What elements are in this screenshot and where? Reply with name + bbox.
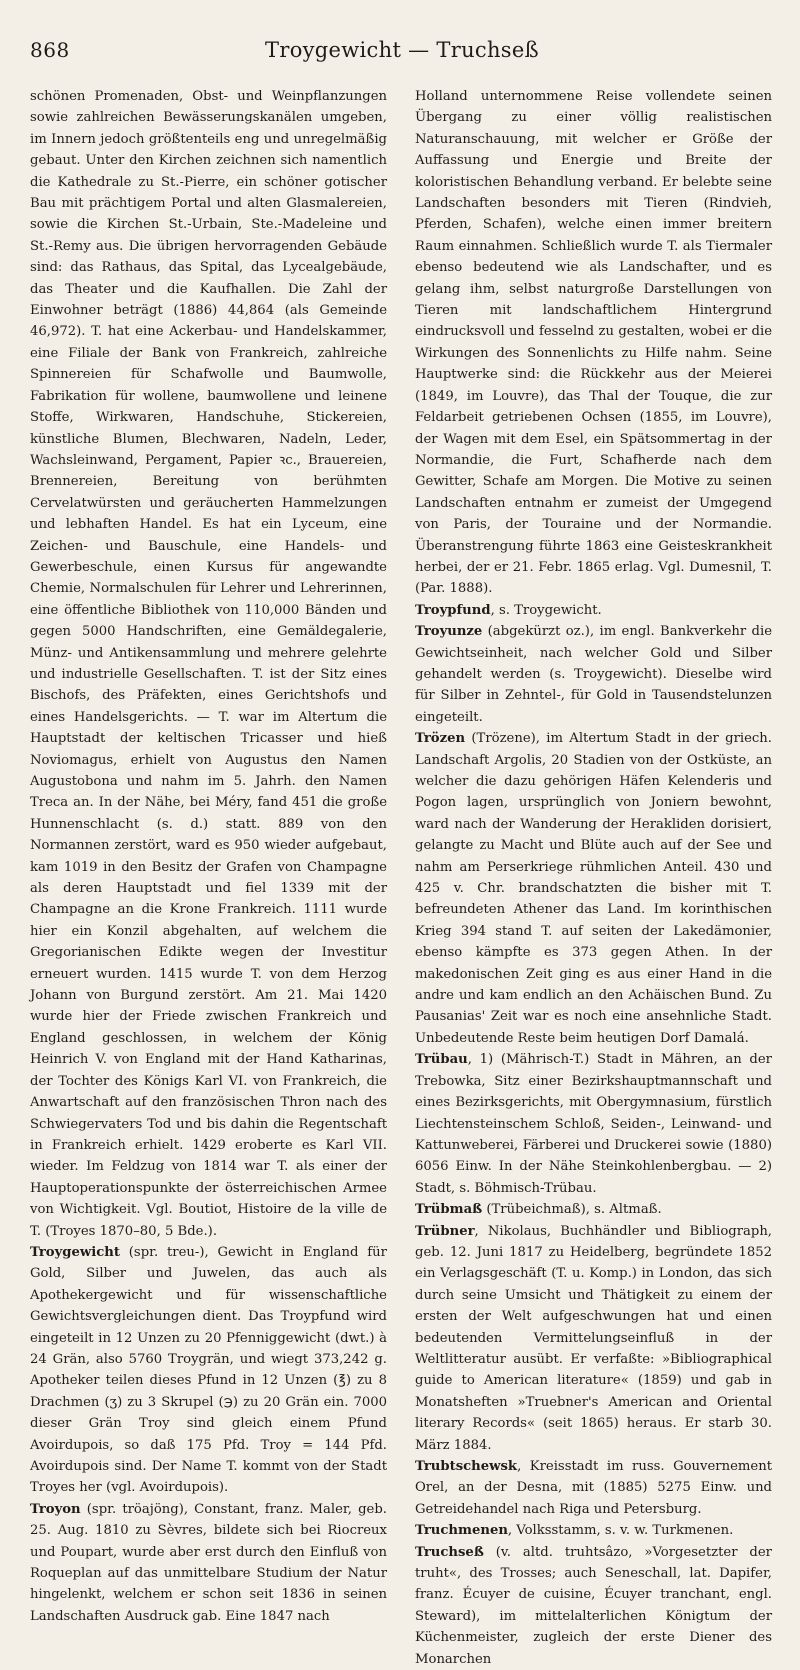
headword: Troypfund [415,602,491,618]
entry-truebner [415,1221,772,1456]
entry-text: (spr. treu-), Gewicht in England für Gold, Silber und Juwelen, das auch als Apothekergewicht und für wissenschaftliche Gewichtsvergleichungen dient. Das Troypfund wird eingeteilt in 12 Unzen zu 20 Pfenniggewicht (dwt.) à 24 Grän, also 5760 Troygrän, und wiegt 373,242 g. Apotheker teilen dieses Pfund in 12 Unzen (℥) zu 8 Drachmen (ʒ) zu 3 Skrupel (℈) zu 20 Grän ein. 7000 dieser Grän Troy sind gleich einem Pfund Avoirdupois, so daß 175 Pfd. Troy = 144 Pfd. Avoirdupois sind. Der Name T. kommt von der Stadt Troyes her (vgl. Avoirdupois). [30,1244,387,1496]
entry-text: (spr. tröajöng), Constant, franz. Maler, geb. 25. Aug. 1810 zu Sèvres, bildete sich bei Riocreux und Poupart, wurde aber erst durch den Einfluß von Roqueplan auf das unmittelbare Studium der Natur hingelenkt, welchem er schon seit 1836 in seinen Landschaften Ausdruck gab. Eine 1847 nach [30,1501,387,1624]
entry-troygewicht [30,1242,387,1499]
headword: Truchmenen [415,1523,508,1539]
entry-text: , 1) (Mährisch-T.) Stadt in Mähren, an der Trebowka, Sitz einer Bezirkshauptmannschaft und eines Bezirksgerichts, mit Obergymnasium, fürstlich Liechtensteinschem Schloß, Seiden-, Leinwand- und Kattunweberei, Färberei und Druckerei sowie (1880) 6056 Einw. In der Nähe Steinkohlenbergbau. — 2) Stadt, s. Böhmisch-Trübau. [415,1052,772,1196]
headword: Trübau [415,1052,468,1068]
entry-continuation: schönen Promenaden, Obst- und Weinpflanzungen sowie zahlreichen Bewässerungskanälen umgeben, im Innern jedoch größtenteils eng und unregelmäßig gebaut. Unter den Kirchen zeichnen sich namentlich die Kathedrale zu St.-Pierre, ein schöner gotischer Bau mit prächtigem Portal und alten Glasmalereien, sowie die Kirchen St.-Urbain, Ste.-Madeleine und St.-Remy aus. Die übrigen hervorragenden Gebäude sind: das Rathaus, das Spital, das Lycealgebäude, das Theater und die Kaufhallen. Die Zahl der Einwohner beträgt (1886) 44,864 (als Gemeinde 46,972). T. hat eine Ackerbau- und Handelskammer, eine Filiale der Bank von Frankreich, zahlreiche Spinnereien für Schafwolle und Baumwolle, Fabrikation für wollene, baumwollene und leinene Stoffe, Wirkwaren, Handschuhe, Stickereien, künstliche Blumen, Blechwaren, Nadeln, Leder, Wachsleinwand, Pergament, Papier ꝛc., Brauereien, Brennereien, Bereitung von berühmten Cervelatwürsten und geräucherten Hammelzungen und lebhaften Handel. Es hat ein Lyceum, eine Zeichen- und Bauschule, eine Handels- und Gewerbeschule, einen Kursus für angewandte Chemie, Normalschulen für Lehrer und Lehrerinnen, eine öffentliche Bibliothek von 110,000 Bänden und gegen 5000 Handschriften, eine Gemäldegalerie, Münz- und Antikensammlung und mehrere gelehrte und industrielle Gesellschaften. T. ist der Sitz eines Bischofs, des Präfekten, eines Gerichtshofs und eines Handelsgerichts. — T. war im Altertum die Hauptstadt der keltischen Tricasser und hieß Noviomagus, erhielt von Augustus den Namen Augustobona und nahm im 5. Jahrh. den Namen Treca an. In der Nähe, bei Méry, fand 451 die große Hunnenschlacht (s. d.) statt. 889 von den Normannen zerstört, ward es 950 wieder aufgebaut, kam 1019 in den Besitz der Grafen von Champagne als deren Hauptstadt und fiel 1339 mit der Champagne an die Krone Frankreich. 1111 wurde hier ein Konzil abgehalten, auf welchem die Gregorianischen Edikte wegen der Investitur erneuert wurden. 1415 wurde T. von dem Herzog Johann von Burgund zerstört. Am 21. Mai 1420 wurde hier der Friede zwischen Frankreich und England geschlossen, in welchem der König Heinrich V. von England mit der Hand Katharinas, der Tochter des Königs Karl VI. von Frankreich, die Anwartschaft auf den französischen Thron nach des Schwiegervaters Tod und bis dahin die Regentschaft in Frankreich erhielt. 1429 eroberte es Karl VII. wieder. Im Feldzug von 1814 war T. als einer der Hauptoperationspunkte der österreichischen Armee von Wichtigkeit. Vgl. Boutiot, Histoire de la ville de T. (Troyes 1870–80, 5 Bde.). [30,89,387,1239]
entry-text: , Volksstamm, s. v. w. Turkmenen. [507,1523,734,1539]
headword: Trubtschewsk [415,1459,518,1474]
entry-truebmass [415,1199,772,1220]
headword: Troyon [30,1501,81,1517]
page-header [30,38,774,76]
entry-truebau [415,1049,772,1199]
entry-text: , Nikolaus, Buchhändler und Bibliograph, geb. 12. Juni 1817 zu Heidelberg, begründete 1852 ein Verlagsgeschäft (T. u. Komp.) in London, das sich durch seine Umsicht und Thätigkeit zu einem der ersten der Welt aufgeschwungen hat und einen bedeutenden Vermittelungseinfluß in der Weltlitteratur ausübt. Er verfaßte: »Bibliographical guide to American literature« (1859) und gab in Monatsheften »Truebner's American and Oriental literary Records« (seit 1865) heraus. Er starb 30. März 1884. [415,1223,772,1453]
entry-text: (Trözene), im Altertum Stadt in der griech. Landschaft Argolis, 20 Stadien von der Ostküste, an welcher die dazu gehörigen Häfen Kelenderis und Pogon lagen, ursprünglich von Joniern bewohnt, ward nach der Wanderung der Herakliden dorisiert, gelangte zu Macht und Blüte auch auf der See und nahm am Perserkriege rühmlichen Anteil. 430 und 425 v. Chr. brandschatzten die bisher mit T. befreundeten Athener das Land. Im korinthischen Krieg 394 stand T. auf seiten der Lakedämonier, ebenso kämpfte es 373 gegen Athen. In der makedonischen Zeit ging es aus einer Hand in die andre und kam endlich an den Achäischen Bund. Zu Pausanias' Zeit war es noch eine ansehnliche Stadt. Unbedeutende Reste beim heutigen Dorf Damalá. [415,731,772,1046]
entry-text: , s. Troygewicht. [490,602,602,618]
entry-truchmenen [415,1520,772,1541]
entry-truchsess [415,1542,772,1670]
headword: Troygewicht [30,1244,120,1260]
entry-text: (Trübeichmaß), s. Altmaß. [482,1202,662,1218]
entry-text: (v. altd. truhtsâzo, »Vorgesetzter der truht«, des Trosses; auch Seneschall, lat. Dapifer, franz. Écuyer de cuisine, Écuyer tranchant, engl. Steward), im mittelalterlichen Königtum der Küchenmeister, zugleich der erste Diener des Monarchen [415,1544,772,1667]
entry-troypfund [415,600,772,621]
right-column [415,86,772,1670]
entry-continuation: Holland unternommene Reise vollendete seinen Übergang zu einer völlig realistischen Naturanschauung, mit welcher er Größe der Auffassung und Energie und Breite der koloristischen Behandlung verband. Er belebte seine Landschaften besonders mit Tieren (Rindvieh, Pferden, Schafen), welche einen immer breitern Raum einnahmen. Schließlich wurde T. als Tiermaler ebenso bedeutend wie als Landschafter, und es gelang ihm, selbst naturgroße Darstellungen von Tieren mit landschaftlichem Hintergrund eindrucksvoll und fesselnd zu gestalten, wobei er die Wirkungen des Sonnenlichts zu Hilfe nahm. Seine Hauptwerke sind: die Rückkehr aus der Meierei (1849, im Louvre), das Thal der Touque, die zur Feldarbeit getriebenen Ochsen (1855, im Louvre), der Wagen mit dem Esel, ein Spätsommertag in der Normandie, die Furt, Schafherde nach dem Gewitter, Schafe am Morgen. Die Motive zu seinen Landschaften entnahm er zumeist der Umgegend von Paris, der Touraine und der Normandie. Überanstrengung führte 1863 eine Geisteskrankheit herbei, der er 21. Febr. 1865 erlag. Vgl. Dumesnil, T. (Par. 1888). [415,89,772,597]
running-head: Troygewicht — Truchseß [265,38,539,62]
entry-text: , Kreisstadt im russ. Gouvernement Orel, an der Desna, mit (1885) 5275 Einw. und Getreidehandel nach Riga und Petersburg. [415,1459,772,1517]
headword: Troyunze [415,624,483,640]
headword: Trübner [415,1223,475,1239]
headword: Truchseß [415,1544,484,1560]
entry-text: (abgekürzt oz.), im engl. Bankverkehr die Gewichtseinheit, nach welcher Gold und Silber gehandelt werden (s. Troygewicht). Dieselbe wird für Silber in Zehntel-, für Gold in Tausendstelunzen eingeteilt. [415,624,772,725]
entry-troyon [30,1499,387,1627]
entry-troezen [415,728,772,1049]
entry-troyunze [415,621,772,728]
page-number: 868 [30,38,70,62]
headword: Trözen [415,731,466,747]
entry-trubtschewsk [415,1456,772,1520]
headword: Trübmaß [415,1202,483,1218]
left-column [30,86,387,1627]
